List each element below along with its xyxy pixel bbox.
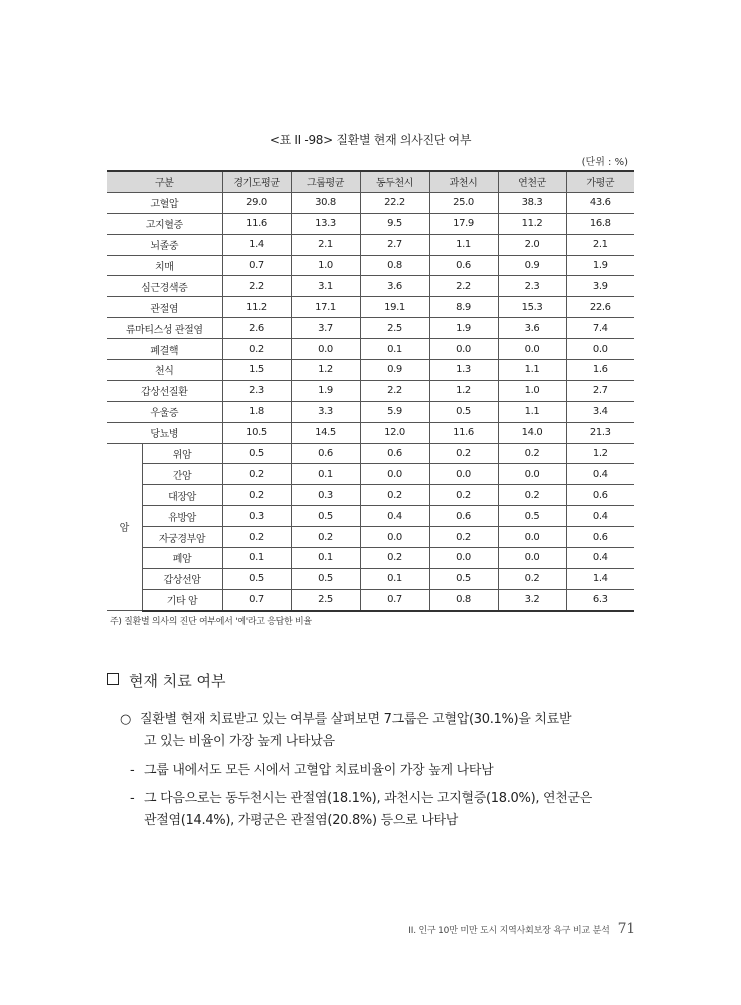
table-cell: 1.3 bbox=[429, 360, 498, 381]
table-cell: 0.0 bbox=[566, 339, 634, 360]
row-label: 폐암 bbox=[142, 548, 222, 569]
table-cell: 38.3 bbox=[498, 192, 566, 213]
table-row bbox=[107, 360, 634, 381]
header-gapyeong: 가평군 bbox=[566, 171, 634, 192]
table-cell: 0.6 bbox=[360, 443, 429, 464]
table-cell: 1.4 bbox=[222, 234, 291, 255]
table-row bbox=[107, 589, 634, 610]
table-cell: 0.7 bbox=[360, 589, 429, 610]
table-cell: 2.1 bbox=[566, 234, 634, 255]
table-cell: 0.1 bbox=[360, 339, 429, 360]
row-label: 당뇨병 bbox=[107, 422, 222, 443]
table-cell: 0.0 bbox=[429, 548, 498, 569]
table-cell: 1.9 bbox=[429, 318, 498, 339]
table-cell: 3.4 bbox=[566, 401, 634, 422]
table-cell: 2.2 bbox=[360, 380, 429, 401]
table-cell: 16.8 bbox=[566, 213, 634, 234]
table-cell: 0.7 bbox=[222, 589, 291, 610]
table-cell: 0.2 bbox=[429, 443, 498, 464]
cancer-group-label: 암 bbox=[107, 443, 142, 611]
table-cell: 1.0 bbox=[498, 380, 566, 401]
table-cell: 6.3 bbox=[566, 589, 634, 610]
table-cell: 17.9 bbox=[429, 213, 498, 234]
table-cell: 9.5 bbox=[360, 213, 429, 234]
table-cell: 0.2 bbox=[360, 548, 429, 569]
table-cell: 1.8 bbox=[222, 401, 291, 422]
header-dongducheon: 동두천시 bbox=[360, 171, 429, 192]
table-cell: 2.6 bbox=[222, 318, 291, 339]
table-cell: 14.5 bbox=[291, 422, 360, 443]
table-cell: 5.9 bbox=[360, 401, 429, 422]
table-cell: 0.6 bbox=[566, 527, 634, 548]
table-cell: 22.2 bbox=[360, 192, 429, 213]
table-cell: 0.4 bbox=[566, 506, 634, 527]
table-cell: 2.0 bbox=[498, 234, 566, 255]
dash-item-text: 그룹 내에서도 모든 시에서 고혈압 치료비율이 가장 높게 나타남 bbox=[144, 763, 494, 778]
table-row bbox=[107, 401, 634, 422]
section-heading bbox=[107, 670, 225, 691]
table-cell: 0.2 bbox=[498, 568, 566, 589]
table-cell: 0.2 bbox=[222, 527, 291, 548]
table-cell: 0.1 bbox=[291, 464, 360, 485]
table-cell: 21.3 bbox=[566, 422, 634, 443]
table-cell: 2.7 bbox=[360, 234, 429, 255]
table-cell: 0.2 bbox=[429, 527, 498, 548]
table-cell: 13.3 bbox=[291, 213, 360, 234]
row-label: 대장암 bbox=[142, 485, 222, 506]
table-cell: 3.7 bbox=[291, 318, 360, 339]
header-gwacheon: 과천시 bbox=[429, 171, 498, 192]
table-cell: 0.1 bbox=[291, 548, 360, 569]
table-cell: 0.0 bbox=[498, 464, 566, 485]
table-cell: 0.6 bbox=[566, 485, 634, 506]
table-cell: 0.5 bbox=[291, 568, 360, 589]
table-cell: 1.9 bbox=[291, 380, 360, 401]
table-row bbox=[107, 464, 634, 485]
table-cell: 0.0 bbox=[498, 548, 566, 569]
table-cell: 3.6 bbox=[360, 276, 429, 297]
table-cell: 0.4 bbox=[566, 464, 634, 485]
header-gyeonggi-avg: 경기도평균 bbox=[222, 171, 291, 192]
page-footer bbox=[300, 921, 635, 937]
row-label: 관절염 bbox=[107, 297, 222, 318]
table-cell: 0.0 bbox=[360, 527, 429, 548]
table-cell: 0.5 bbox=[222, 568, 291, 589]
table-caption: <표 II -98> 질환별 현재 의사진단 여부 bbox=[269, 133, 472, 147]
table-cell: 1.9 bbox=[566, 255, 634, 276]
table-cell: 0.7 bbox=[222, 255, 291, 276]
row-label: 고혈압 bbox=[107, 192, 222, 213]
table-cell: 25.0 bbox=[429, 192, 498, 213]
table-cell: 1.1 bbox=[429, 234, 498, 255]
table-cell: 15.3 bbox=[498, 297, 566, 318]
table-row bbox=[107, 339, 634, 360]
table-cell: 0.2 bbox=[360, 485, 429, 506]
table-cell: 0.4 bbox=[566, 548, 634, 569]
page-number: 71 bbox=[617, 921, 635, 937]
table-cell: 0.8 bbox=[360, 255, 429, 276]
table-row bbox=[107, 234, 634, 255]
row-label: 간암 bbox=[142, 464, 222, 485]
table-cell: 0.0 bbox=[498, 339, 566, 360]
circle-bullet-icon: ○ bbox=[120, 712, 132, 727]
dash-item-text: 그 다음으로는 동두천시는 관절염(18.1%), 과천시는 고지혈증(18.0%), 연천군은 bbox=[144, 791, 593, 806]
table-cell: 0.2 bbox=[222, 339, 291, 360]
table-cell: 1.4 bbox=[566, 568, 634, 589]
table-cell: 0.0 bbox=[429, 464, 498, 485]
table-cell: 0.8 bbox=[429, 589, 498, 610]
table-cell: 0.2 bbox=[291, 527, 360, 548]
row-label: 심근경색증 bbox=[107, 276, 222, 297]
table-cell: 1.2 bbox=[566, 443, 634, 464]
table-cell: 11.6 bbox=[429, 422, 498, 443]
table-cell: 1.0 bbox=[291, 255, 360, 276]
table-cell: 0.0 bbox=[360, 464, 429, 485]
paragraph-line-2: 고 있는 비율이 가장 높게 나타났음 bbox=[144, 734, 335, 749]
table-header-row bbox=[107, 171, 634, 192]
table-cell: 22.6 bbox=[566, 297, 634, 318]
table-cell: 1.1 bbox=[498, 401, 566, 422]
table-cell: 1.5 bbox=[222, 360, 291, 381]
table-cell: 0.5 bbox=[222, 443, 291, 464]
table-cell: 0.5 bbox=[429, 568, 498, 589]
table-row bbox=[107, 213, 634, 234]
table-row bbox=[107, 192, 634, 213]
table-cell: 0.9 bbox=[360, 360, 429, 381]
table-cell: 11.2 bbox=[498, 213, 566, 234]
table-cell: 12.0 bbox=[360, 422, 429, 443]
table-cell: 0.2 bbox=[222, 485, 291, 506]
table-cell: 30.8 bbox=[291, 192, 360, 213]
table-cell: 2.5 bbox=[360, 318, 429, 339]
table-row bbox=[107, 255, 634, 276]
table-cell: 17.1 bbox=[291, 297, 360, 318]
table-cell: 2.5 bbox=[291, 589, 360, 610]
table-row bbox=[107, 380, 634, 401]
table-cell: 11.6 bbox=[222, 213, 291, 234]
row-label: 자궁경부암 bbox=[142, 527, 222, 548]
dash-bullet: - bbox=[130, 763, 135, 778]
table-cell: 0.2 bbox=[222, 464, 291, 485]
table-row bbox=[107, 276, 634, 297]
table-cell: 10.5 bbox=[222, 422, 291, 443]
table-cell: 0.1 bbox=[360, 568, 429, 589]
row-label: 천식 bbox=[107, 360, 222, 381]
table-row bbox=[107, 568, 634, 589]
row-label: 뇌졸중 bbox=[107, 234, 222, 255]
table-cell: 8.9 bbox=[429, 297, 498, 318]
table-cell: 2.2 bbox=[429, 276, 498, 297]
table-cell: 3.2 bbox=[498, 589, 566, 610]
row-label: 우울증 bbox=[107, 401, 222, 422]
table-cell: 1.2 bbox=[429, 380, 498, 401]
table-row bbox=[107, 422, 634, 443]
table-row bbox=[107, 297, 634, 318]
header-group-avg: 그룹평균 bbox=[291, 171, 360, 192]
table-row bbox=[107, 318, 634, 339]
table-row bbox=[107, 485, 634, 506]
checkbox-square-icon bbox=[107, 673, 119, 685]
dash-item bbox=[130, 788, 650, 832]
table-cell: 3.6 bbox=[498, 318, 566, 339]
section-title: 현재 치료 여부 bbox=[129, 672, 226, 690]
row-label: 갑상선질환 bbox=[107, 380, 222, 401]
table-cell: 0.3 bbox=[291, 485, 360, 506]
table-cell: 0.6 bbox=[429, 506, 498, 527]
table-cell: 0.5 bbox=[498, 506, 566, 527]
table-cell: 1.2 bbox=[291, 360, 360, 381]
table-cell: 14.0 bbox=[498, 422, 566, 443]
paragraph-line-1: 질환별 현재 치료받고 있는 여부를 살펴보면 7그룹은 고혈압(30.1%)을 치료받 bbox=[140, 712, 572, 727]
table-cell: 2.2 bbox=[222, 276, 291, 297]
row-label: 치매 bbox=[107, 255, 222, 276]
row-label: 유방암 bbox=[142, 506, 222, 527]
table-cell: 2.7 bbox=[566, 380, 634, 401]
row-label: 류마티스성 관절염 bbox=[107, 318, 222, 339]
row-label: 위암 bbox=[142, 443, 222, 464]
dash-bullet: - bbox=[130, 791, 135, 806]
table-cell: 19.1 bbox=[360, 297, 429, 318]
table-cell: 2.1 bbox=[291, 234, 360, 255]
table-cell: 11.2 bbox=[222, 297, 291, 318]
table-note: 주) 질환별 의사의 진단 여부에서 '예'라고 응답한 비율 bbox=[110, 617, 312, 627]
table-cell: 0.1 bbox=[222, 548, 291, 569]
table-row bbox=[107, 548, 634, 569]
row-label: 갑상선암 bbox=[142, 568, 222, 589]
header-category: 구분 bbox=[107, 171, 222, 192]
row-label: 고지혈증 bbox=[107, 213, 222, 234]
table-cell: 2.3 bbox=[498, 276, 566, 297]
table-cell: 3.9 bbox=[566, 276, 634, 297]
table-row bbox=[107, 527, 634, 548]
table-cell: 0.4 bbox=[360, 506, 429, 527]
table-cell: 2.3 bbox=[222, 380, 291, 401]
table-cell: 0.3 bbox=[222, 506, 291, 527]
table-cell: 3.1 bbox=[291, 276, 360, 297]
table-cell: 0.5 bbox=[291, 506, 360, 527]
footer-chapter: II. 인구 10만 미만 도시 지역사회보장 욕구 비교 분석 bbox=[408, 926, 610, 936]
row-label: 폐결핵 bbox=[107, 339, 222, 360]
table-cell: 0.9 bbox=[498, 255, 566, 276]
table-cell: 0.0 bbox=[498, 527, 566, 548]
table-cell: 43.6 bbox=[566, 192, 634, 213]
table-row bbox=[107, 506, 634, 527]
table-cell: 0.0 bbox=[291, 339, 360, 360]
table-cell: 0.2 bbox=[498, 485, 566, 506]
dash-item bbox=[130, 760, 650, 782]
table-row bbox=[107, 443, 634, 464]
summary-paragraph bbox=[120, 709, 640, 753]
table-cell: 1.1 bbox=[498, 360, 566, 381]
unit-label: (단위 : %) bbox=[581, 157, 628, 168]
table-cell: 3.3 bbox=[291, 401, 360, 422]
disease-diagnosis-table bbox=[107, 170, 634, 612]
header-yeoncheon: 연천군 bbox=[498, 171, 566, 192]
dash-item-text-cont: 관절염(14.4%), 가평군은 관절염(20.8%) 등으로 나타남 bbox=[144, 813, 458, 828]
table-cell: 0.6 bbox=[429, 255, 498, 276]
table-cell: 0.2 bbox=[498, 443, 566, 464]
table-cell: 0.2 bbox=[429, 485, 498, 506]
table-cell: 7.4 bbox=[566, 318, 634, 339]
table-cell: 0.0 bbox=[429, 339, 498, 360]
row-label: 기타 암 bbox=[142, 589, 222, 610]
table-cell: 0.5 bbox=[429, 401, 498, 422]
table-cell: 29.0 bbox=[222, 192, 291, 213]
table-cell: 0.6 bbox=[291, 443, 360, 464]
table-cell: 1.6 bbox=[566, 360, 634, 381]
